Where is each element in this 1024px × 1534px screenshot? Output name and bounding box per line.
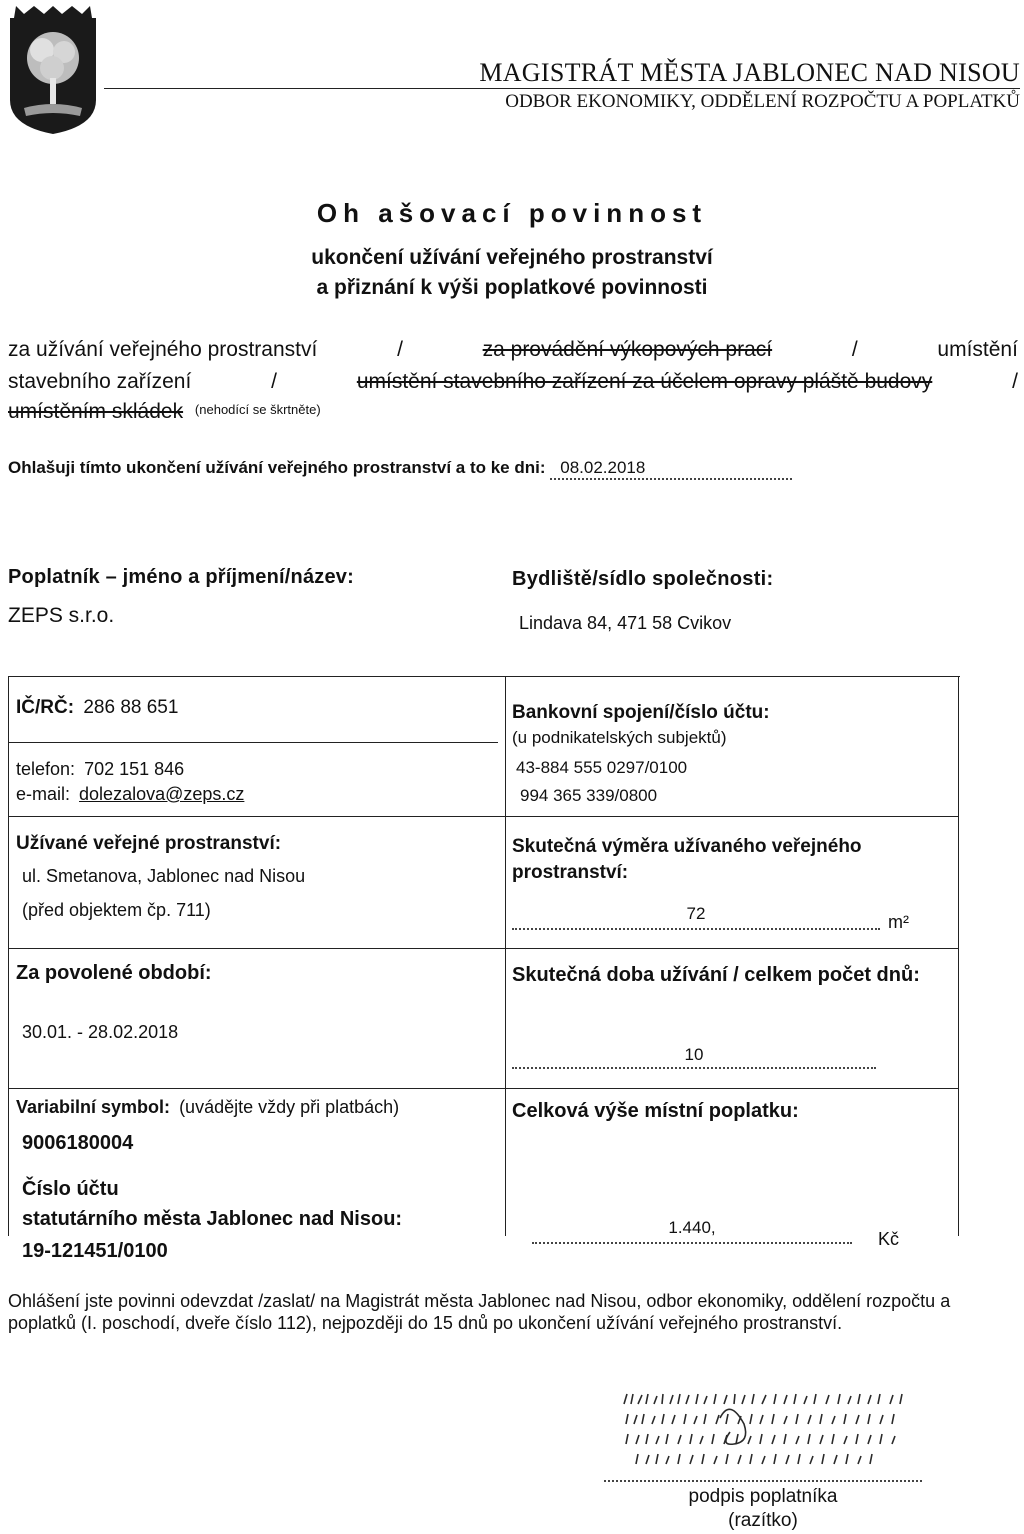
- department-name: ODBOR EKONOMIKY, ODDĚLENÍ ROZPOČTU A POPLATKŮ: [505, 91, 1020, 112]
- separator: /: [1012, 370, 1018, 393]
- form-subtitle-2: a přiznání k výši poplatkové povinnosti: [316, 276, 708, 299]
- row-rule-2: [8, 816, 958, 817]
- variable-symbol-line: [16, 1097, 399, 1118]
- period-value: 30.01. - 28.02.2018: [22, 1022, 179, 1042]
- city-coat-of-arms: [4, 4, 102, 136]
- payer-name-value: ZEPS s.r.o.: [8, 604, 115, 627]
- city-account-label-1: Číslo účtu: [22, 1178, 119, 1200]
- email-label: e-mail:: [16, 784, 71, 804]
- option-site-equipment-a: umístění: [937, 338, 1018, 361]
- submission-notice: Ohlášení jste povinni odevzdat /zaslat/ na Magistrát města Jablonec nad Nisou, odbor ekonomiky, oddělení rozpočtu a poplatků (I. poschodí, dveře číslo 112), nejpozději do 15 dnů po ukončení užívání veřejného prostranství.: [8, 1291, 951, 1333]
- row-rule-4: [8, 1088, 958, 1089]
- phone-line: [16, 759, 184, 780]
- header-rule: [104, 88, 1020, 89]
- area-value: 72: [686, 904, 706, 923]
- end-date-line: [8, 458, 1008, 480]
- option-storage-struck: umístěním skládek: [8, 400, 184, 423]
- ic-label: IČ/RČ:: [16, 697, 75, 718]
- ic-value: 286 88 651: [83, 697, 179, 718]
- signature-label: podpis poplatníka: [688, 1486, 838, 1507]
- separator: /: [851, 338, 858, 361]
- purpose-options: [8, 338, 1018, 424]
- strike-note: (nehodící se škrtněte): [194, 402, 321, 417]
- company-stamp: [600, 1388, 930, 1472]
- area-value-field: [512, 904, 880, 930]
- total-unit: Kč: [878, 1229, 900, 1249]
- payer-name-label: Poplatník – jméno a příjmení/název:: [8, 566, 354, 588]
- separator: /: [271, 370, 277, 393]
- table-right-rule: [958, 676, 959, 1236]
- email-value: dolezalova@zeps.cz: [79, 784, 245, 804]
- option-excavation-struck: za provádění výkopových prací: [482, 338, 773, 361]
- end-date-value: 08.02.2018: [550, 458, 792, 480]
- option-facade-repair-struck: umístění stavebního zařízení za účelem opravy pláště budovy: [356, 370, 933, 393]
- option-site-equipment-b: stavebního zařízení: [8, 370, 192, 393]
- form-subtitle-1: ukončení užívání veřejného prostranství: [311, 246, 713, 269]
- days-value-field: [512, 1045, 876, 1069]
- variable-symbol-value: 9006180004: [22, 1132, 134, 1154]
- table-left-rule: [8, 676, 9, 1236]
- area-unit: m²: [888, 912, 909, 932]
- variable-symbol-note: (uvádějte vždy při platbách): [179, 1097, 400, 1117]
- option-public-space: za užívání veřejného prostranství: [8, 338, 318, 361]
- bank-account-1: 43-884 555 0297/0100: [516, 758, 688, 777]
- table-top-rule: [8, 676, 960, 677]
- days-label: Skutečná doba užívání / celkem počet dnů:: [512, 964, 920, 986]
- email-line: [16, 784, 244, 805]
- form-title: Oh ašovací povinnost: [316, 198, 708, 228]
- public-space-label: Užívané veřejné prostranství:: [16, 833, 282, 854]
- phone-value: 702 151 846: [84, 759, 185, 779]
- signature-line: [604, 1480, 922, 1482]
- total-label: Celková výše místní poplatku:: [512, 1100, 799, 1122]
- area-label: Skutečná výměra užívaného veřejného prostranství:: [512, 836, 862, 883]
- payer-address-label: Bydliště/sídlo společnosti:: [512, 568, 774, 590]
- ic-line: [16, 697, 178, 719]
- payer-address-value: Lindava 84, 471 58 Cvikov: [519, 613, 732, 633]
- phone-label: telefon:: [16, 759, 76, 779]
- city-account-label-2: statutárního města Jablonec nad Nisou:: [22, 1208, 403, 1230]
- end-date-label: Ohlašuji tímto ukončení užívání veřejného prostranství a to ke dni:: [8, 458, 546, 477]
- city-account-value: 19-121451/0100: [22, 1240, 168, 1262]
- bank-account-2: 994 365 339/0800: [520, 786, 658, 805]
- row-rule-3: [8, 948, 958, 949]
- separator: /: [397, 338, 403, 361]
- days-value: 10: [684, 1045, 704, 1064]
- stamp-label: (razítko): [728, 1510, 798, 1531]
- public-space-line-2: (před objektem čp. 711): [22, 900, 211, 920]
- table-center-rule: [505, 676, 506, 1236]
- variable-symbol-label: Variabilní symbol:: [16, 1097, 171, 1117]
- total-value: 1.440,: [668, 1218, 716, 1237]
- public-space-line-1: ul. Smetanova, Jablonec nad Nisou: [22, 866, 306, 886]
- row-rule-1: [8, 742, 498, 743]
- total-value-field: [532, 1218, 852, 1244]
- bank-note: (u podnikatelských subjektů): [512, 728, 727, 747]
- bank-label: Bankovní spojení/číslo účtu:: [512, 702, 770, 723]
- period-label: Za povolené období:: [16, 962, 212, 984]
- office-name: MAGISTRÁT MĚSTA JABLONEC NAD NISOU: [479, 58, 1020, 87]
